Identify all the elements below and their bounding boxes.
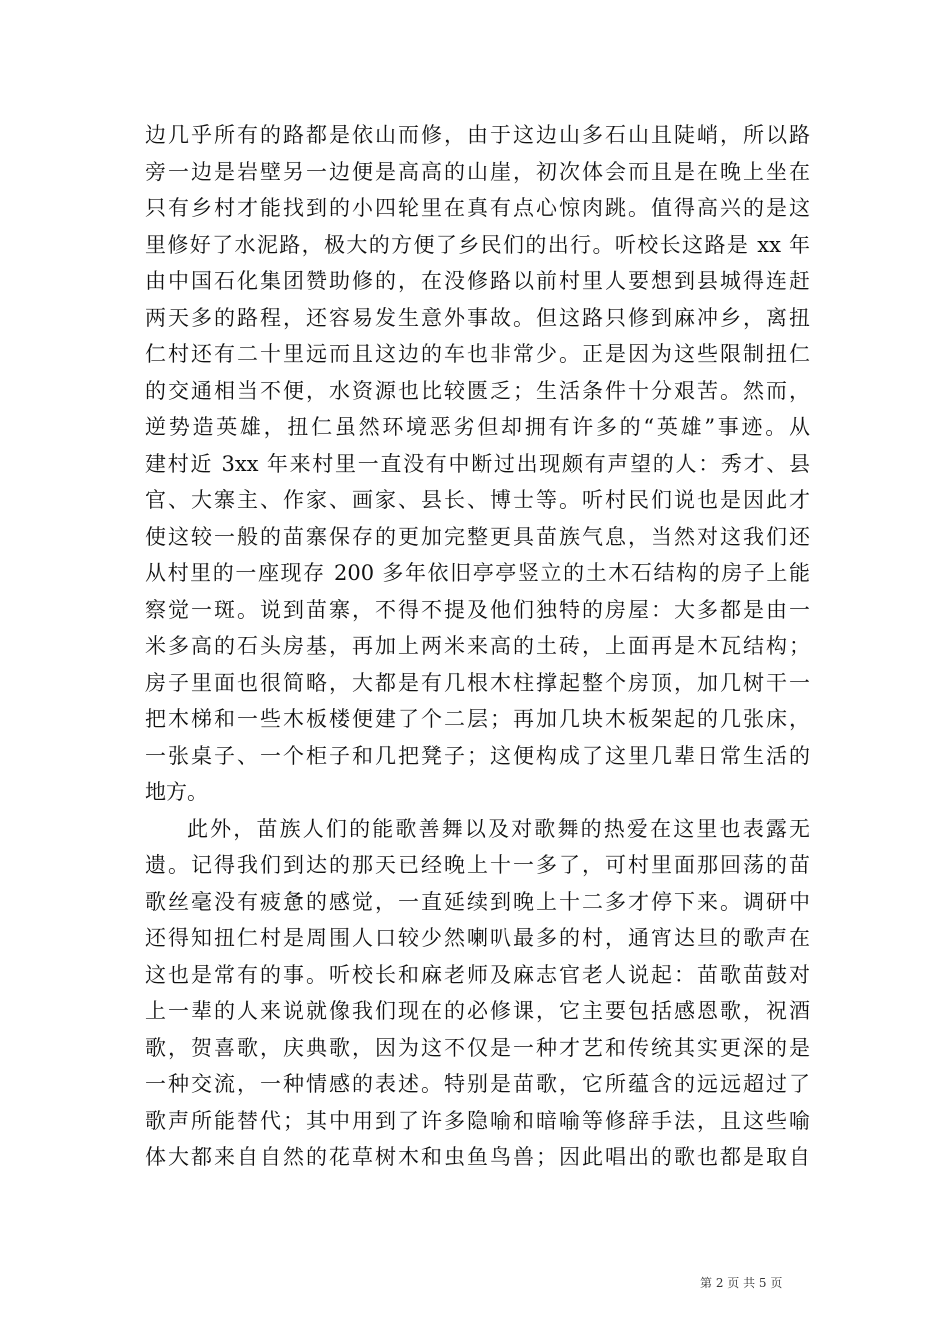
text-line: 从村里的一座现存 200 多年依旧亭亭竖立的土木石结构的房子上能 (145, 561, 810, 585)
text-line: 只有乡村才能找到的小四轮里在真有点心惊肉跳。值得高兴的是这 (145, 196, 810, 220)
text-line: 一种交流，一种情感的表述。特别是苗歌，它所蕴含的远远超过了 (145, 1072, 810, 1096)
text-line: 边几乎所有的路都是依山而修，由于这边山多石山且陡峭，所以路 (145, 123, 810, 147)
body-text (145, 117, 810, 1176)
text-line: 使这较一般的苗寨保存的更加完整更具苗族气息，当然对这我们还 (145, 524, 810, 549)
text-line: 一张桌子、一个柜子和几把凳子；这便构成了这里几辈日常生活的 (145, 743, 810, 768)
text-line: 歌，贺喜歌，庆典歌，因为这不仅是一种才艺和传统其实更深的是 (145, 1035, 810, 1060)
text-line: 把木梯和一些木板楼便建了个二层；再加几块木板架起的几张床， (145, 707, 810, 731)
text-line: 建村近 3xx 年来村里一直没有中断过出现颇有声望的人：秀才、县 (145, 451, 810, 476)
text-line: 还得知扭仁村是周围人口较少然喇叭最多的村，通宵达旦的歌声在 (145, 926, 810, 950)
text-line: 旁一边是岩壁另一边便是高高的山崖，初次体会而且是在晚上坐在 (145, 159, 810, 184)
text-line: 歌丝毫没有疲惫的感觉，一直延续到晚上十二多才停下来。调研中 (145, 889, 810, 914)
paragraph-1 (145, 117, 810, 811)
text-line: 仁村还有二十里远而且这边的车也非常少。正是因为这些限制扭仁 (145, 342, 810, 366)
text-line: 上一辈的人来说就像我们现在的必修课，它主要包括感恩歌，祝酒 (145, 999, 810, 1023)
text-line: 这也是常有的事。听校长和麻老师及麻志官老人说起：苗歌苗鼓对 (145, 962, 810, 987)
text-line: 官、大寨主、作家、画家、县长、博士等。听村民们说也是因此才 (145, 488, 810, 512)
text-line: 两天多的路程，还容易发生意外事故。但这路只修到麻冲乡，离扭 (145, 305, 810, 330)
text-line: 此外，苗族人们的能歌善舞以及对歌舞的热爱在这里也表露无 (187, 816, 810, 841)
page-number-footer: 第 2 页 共 5 页 (700, 1276, 783, 1290)
text-line: 歌声所能替代；其中用到了许多隐喻和暗喻等修辞手法，且这些喻 (145, 1108, 810, 1133)
text-line: 地方。 (145, 780, 208, 804)
text-line: 里修好了水泥路，极大的方便了乡民们的出行。听校长这路是 xx 年 (145, 232, 810, 257)
text-line: 由中国石化集团赞助修的，在没修路以前村里人要想到县城得连赶 (145, 269, 810, 293)
text-line: 房子里面也很简略，大都是有几根木柱撑起整个房顶，加几树干一 (145, 670, 810, 695)
text-line: 体大都来自自然的花草树木和虫鱼鸟兽；因此唱出的歌也都是取自 (145, 1145, 810, 1169)
text-line: 逆势造英雄，扭仁虽然环境恶劣但却拥有许多的“英雄”事迹。从 (145, 415, 810, 439)
text-line: 的交通相当不便，水资源也比较匮乏；生活条件十分艰苦。然而， (145, 378, 810, 403)
paragraph-2 (145, 811, 810, 1176)
text-line: 遗。记得我们到达的那天已经晚上十一多了，可村里面那回荡的苗 (145, 853, 810, 877)
text-line: 察觉一斑。说到苗寨，不得不提及他们独特的房屋：大多都是由一 (145, 597, 810, 622)
text-line: 米多高的石头房基，再加上两米来高的土砖，上面再是木瓦结构； (145, 634, 810, 658)
